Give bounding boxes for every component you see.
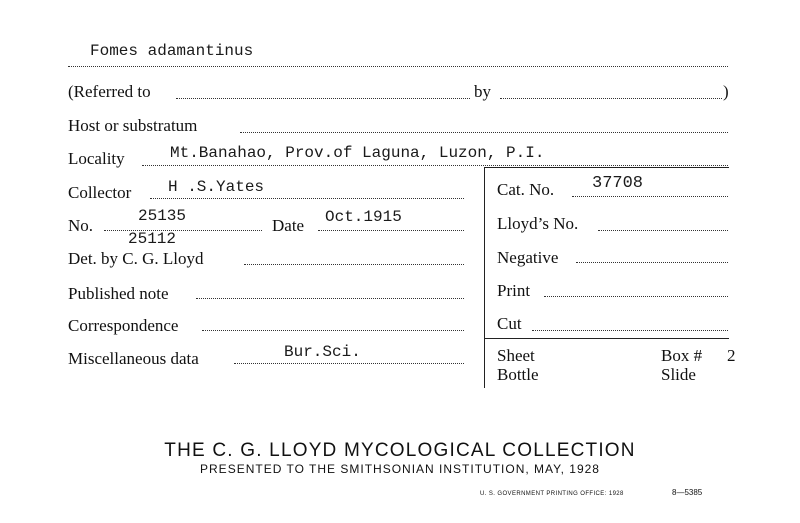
referred-to-label: (Referred to	[68, 82, 151, 101]
host-line	[240, 132, 728, 133]
collection-title: THE C. G. LLOYD MYCOLOGICAL COLLECTION	[164, 440, 636, 461]
sheet-label: Sheet	[497, 346, 535, 365]
number-label: No.	[68, 216, 94, 235]
date-value: Oct.1915	[325, 208, 402, 226]
lloyds-no-line	[598, 230, 728, 231]
print-label: Print	[497, 281, 531, 300]
referred-by-line	[500, 98, 722, 99]
det-by-label: Det. by C. G. Lloyd	[68, 249, 204, 268]
cat-no-label: Cat. No.	[497, 180, 555, 199]
det-by-line	[244, 264, 464, 265]
referred-to-line	[176, 98, 470, 99]
correspondence-line	[202, 330, 464, 331]
bottle-label: Bottle	[497, 365, 539, 384]
number-value: 25135	[138, 207, 187, 225]
cut-label: Cut	[497, 314, 522, 333]
right-box-left-border	[484, 167, 485, 388]
locality-label: Locality	[68, 149, 125, 168]
cut-divider	[484, 338, 729, 339]
date-line	[318, 230, 464, 231]
slide-label: Slide	[661, 365, 696, 384]
published-note-label: Published note	[68, 284, 169, 303]
collector-value: H .S.Yates	[168, 178, 265, 196]
misc-label: Miscellaneous data	[68, 349, 199, 368]
species-dotted-line	[68, 66, 728, 67]
negative-line	[576, 262, 728, 263]
right-box-top-border	[484, 167, 729, 168]
date-label: Date	[272, 216, 305, 235]
host-label: Host or substratum	[68, 116, 198, 135]
collection-subtitle: PRESENTED TO THE SMITHSONIAN INSTITUTION, MAY, 1928	[200, 462, 600, 476]
printing-office-note: U. S. GOVERNMENT PRINTING OFFICE: 1928	[480, 491, 624, 497]
correspondence-label: Correspondence	[68, 316, 179, 335]
cut-line	[532, 330, 728, 331]
misc-line	[234, 363, 464, 364]
referred-by-label: by	[474, 82, 491, 101]
number-value-alt: 25112	[128, 230, 177, 248]
print-line	[544, 296, 728, 297]
cat-no-value: 37708	[592, 174, 644, 193]
locality-line	[142, 165, 728, 166]
lloyds-no-label: Lloyd’s No.	[497, 214, 579, 233]
form-number: 8—5385	[672, 488, 703, 497]
cat-no-line	[572, 196, 728, 197]
negative-label: Negative	[497, 248, 559, 267]
misc-value: Bur.Sci.	[284, 343, 361, 361]
collector-label: Collector	[68, 183, 132, 202]
box-label: Box #	[661, 346, 703, 365]
locality-value: Mt.Banahao, Prov.of Laguna, Luzon, P.I.	[170, 144, 545, 162]
published-note-line	[196, 298, 464, 299]
species-name: Fomes adamantinus	[90, 42, 254, 60]
collector-line	[150, 198, 464, 199]
box-value: 2	[727, 346, 736, 365]
referred-close-paren: )	[723, 82, 729, 101]
